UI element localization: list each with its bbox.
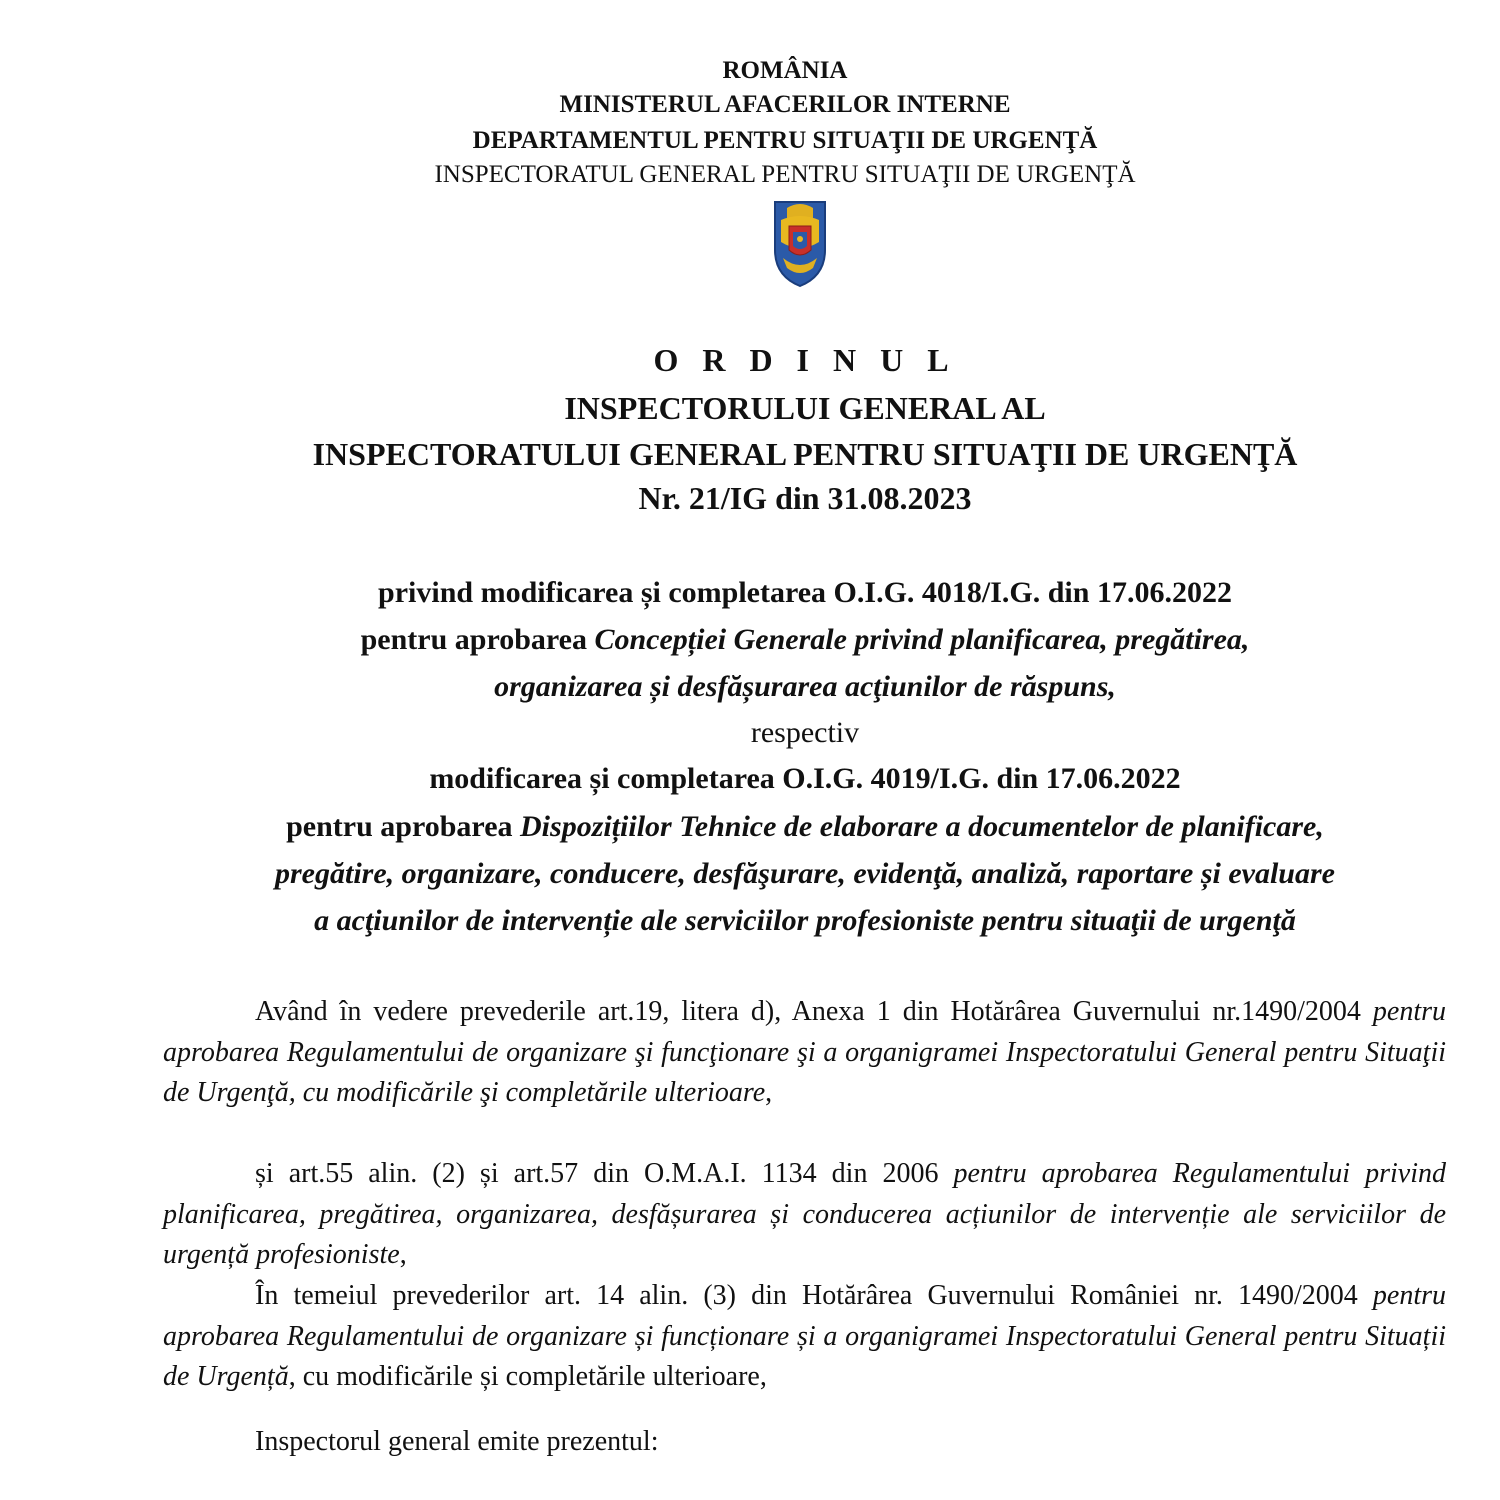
preamble-paragraph-3: În temeiul prevederilor art. 14 alin. (3) din Hotărârea Guvernului României nr. 1490/2004 pentru aprobarea Regulamentului de organizare și funcționare și a organigramei Inspectoratului General pentru Situații de Urgență, cu modificările și completările ulterioare,	[163, 1280, 1446, 1392]
order-number: Nr. 21/IG din 31.08.2023	[638, 480, 972, 516]
preamble-paragraph-1: Având în vedere prevederile art.19, litera d), Anexa 1 din Hotărârea Guvernului nr.1490/2004 pentru aprobarea Regulamentului de organizare şi funcţionare şi a organigramei Inspectoratului General pentru Situaţii de Urgenţă, cu modificările şi completările ulterioare,	[163, 996, 1446, 1108]
subject-line-8: a acţiunilor de intervenție ale serviciilor profesioniste pentru situaţii de urgenţă	[314, 904, 1296, 937]
order-institution: INSPECTORATULUI GENERAL PENTRU SITUAŢII DE URGENŢĂ	[312, 436, 1298, 472]
subject-line-2: pentru aprobarea Concepției Generale privind planificarea, pregătirea,	[360, 623, 1250, 656]
header-department: DEPARTAMENTUL PENTRU SITUAŢII DE URGENŢĂ	[472, 127, 1098, 154]
subject-line-4: respectiv	[750, 716, 860, 749]
order-issuer: INSPECTORULUI GENERAL AL	[564, 390, 1046, 426]
subject-line-3: organizarea și desfășurarea acţiunilor de răspuns,	[494, 670, 1116, 703]
subject-line-6: pentru aprobarea Dispozițiilor Tehnice de elaborare a documentelor de planificare,	[286, 810, 1324, 843]
preamble-paragraph-2: și art.55 alin. (2) și art.57 din O.M.A.I. 1134 din 2006 pentru aprobarea Regulamentului privind planificarea, pregătirea, organizarea, desfășurarea și conducerea acțiunilor de intervenție ale serviciilor de urgență profesioniste,	[163, 1158, 1446, 1270]
header-inspectorate: INSPECTORATUL GENERAL PENTRU SITUAŢII DE URGENŢĂ	[434, 161, 1136, 188]
issuance-statement: Inspectorul general emite prezentul:	[255, 1426, 659, 1457]
subject-line-7: pregătire, organizare, conducere, desfăşurare, evidenţă, analiză, raportare și evaluare	[275, 857, 1335, 890]
header-ministry: MINISTERUL AFACERILOR INTERNE	[559, 91, 1011, 118]
header-country: ROMÂNIA	[722, 57, 848, 84]
subject-line-1: privind modificarea și completarea O.I.G. 4018/I.G. din 17.06.2022	[378, 576, 1232, 609]
coat-of-arms-icon	[767, 198, 833, 288]
subject-line-5: modificarea și completarea O.I.G. 4019/I.G. din 17.06.2022	[429, 762, 1181, 795]
order-title: O R D I N U L	[653, 342, 957, 378]
